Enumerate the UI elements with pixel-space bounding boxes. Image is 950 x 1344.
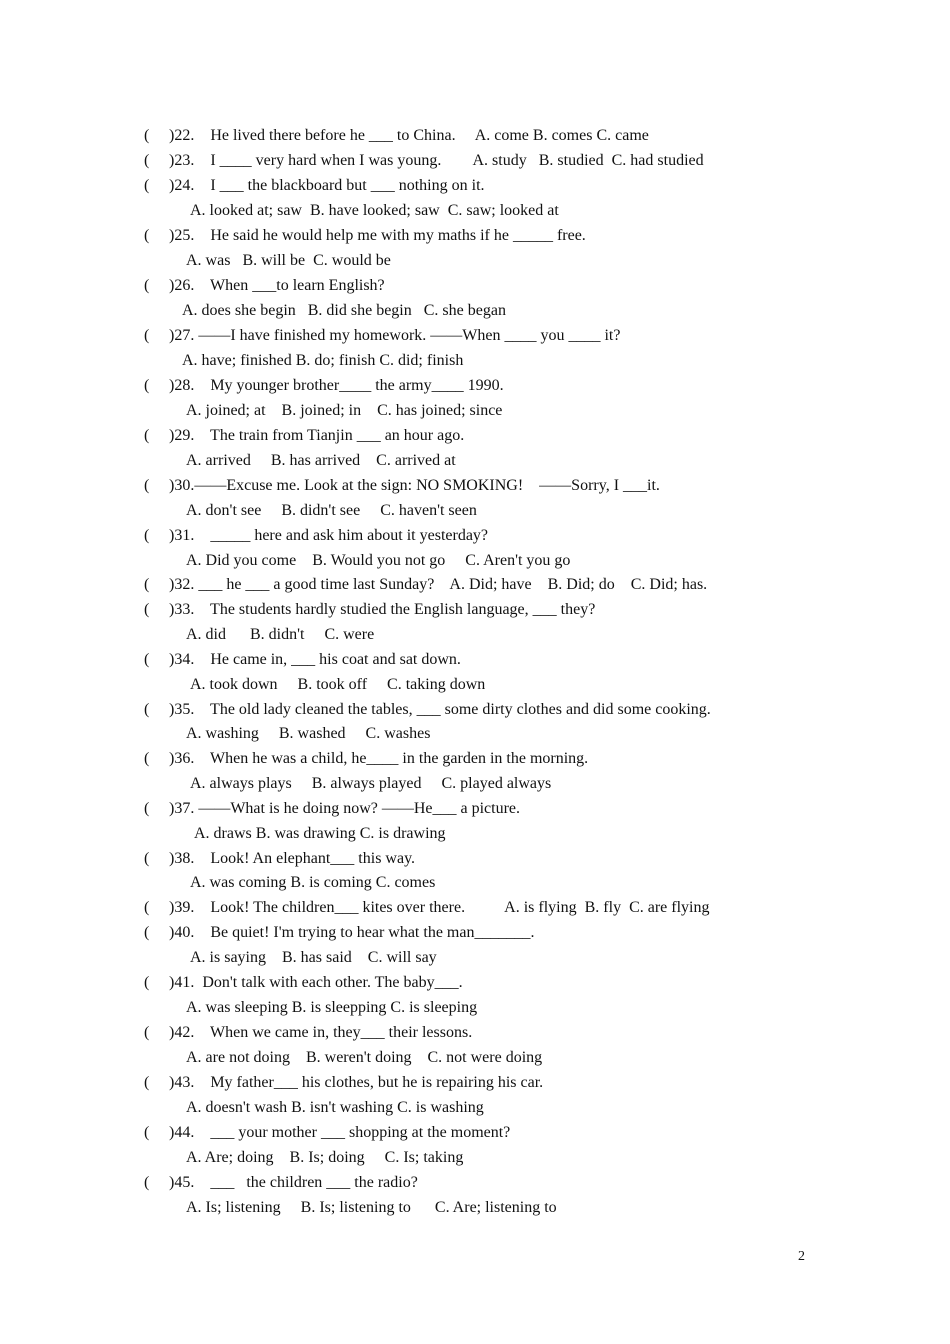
question-text: )30.——Excuse me. Look at the sign: NO SMOKING! ——Sorry, I ___it. [169, 477, 660, 494]
question-text: )32. ___ he ___ a good time last Sunday? A. Did; have B. Did; do C. Did; has. [169, 576, 708, 593]
question-text: )44. ___ your mother ___ shopping at the moment? [169, 1124, 511, 1141]
answer-blank-paren: ( [144, 601, 150, 618]
question-text: )36. When he was a child, he____ in the garden in the morning. [169, 750, 589, 767]
question-text: )42. When we came in, they___ their lessons. [169, 1024, 473, 1041]
answer-options: A. arrived B. has arrived C. arrived at [186, 452, 456, 469]
question-text: )23. I ____ very hard when I was young. A. study B. studied C. had studied [169, 152, 704, 169]
answer-options: A. does she begin B. did she begin C. she began [182, 302, 506, 319]
answer-options: A. was coming B. is coming C. comes [190, 874, 436, 891]
question-text: )26. When ___to learn English? [169, 277, 385, 294]
answer-blank-paren: ( [144, 924, 150, 941]
question-text: )29. The train from Tianjin ___ an hour ago. [169, 427, 465, 444]
answer-blank-paren: ( [144, 377, 150, 394]
answer-blank-paren: ( [144, 651, 150, 668]
answer-options: A. took down B. took off C. taking down [190, 676, 486, 693]
answer-blank-paren: ( [144, 1174, 150, 1191]
question-text: )38. Look! An elephant___ this way. [169, 850, 416, 867]
answer-blank-paren: ( [144, 974, 150, 991]
answer-blank-paren: ( [144, 750, 150, 767]
question-text: )40. Be quiet! I'm trying to hear what the man_______. [169, 924, 535, 941]
answer-options: A. Did you come B. Would you not go C. Aren't you go [186, 552, 571, 569]
question-text: )28. My younger brother____ the army____ 1990. [169, 377, 504, 394]
question-text: )37. ——What is he doing now? ——He___ a picture. [169, 800, 521, 817]
answer-blank-paren: ( [144, 527, 150, 544]
answer-options: A. draws B. was drawing C. is drawing [194, 825, 446, 842]
answer-options: A. have; finished B. do; finish C. did; finish [182, 352, 464, 369]
answer-options: A. looked at; saw B. have looked; saw C. saw; looked at [190, 202, 559, 219]
question-text: )43. My father___ his clothes, but he is repairing his car. [169, 1074, 544, 1091]
answer-options: A. always plays B. always played C. played always [190, 775, 552, 792]
answer-blank-paren: ( [144, 850, 150, 867]
question-text: )41. Don't talk with each other. The baby___. [169, 974, 463, 991]
question-text: )22. He lived there before he ___ to China. A. come B. comes C. came [169, 127, 649, 144]
answer-options: A. doesn't wash B. isn't washing C. is washing [186, 1099, 484, 1116]
answer-options: A. was B. will be C. would be [186, 252, 391, 269]
answer-options: A. don't see B. didn't see C. haven't seen [186, 502, 477, 519]
answer-blank-paren: ( [144, 800, 150, 817]
answer-blank-paren: ( [144, 152, 150, 169]
question-text: )34. He came in, ___ his coat and sat down. [169, 651, 461, 668]
answer-blank-paren: ( [144, 899, 150, 916]
answer-options: A. are not doing B. weren't doing C. not were doing [186, 1049, 543, 1066]
answer-blank-paren: ( [144, 1024, 150, 1041]
answer-options: A. joined; at B. joined; in C. has joined; since [186, 402, 503, 419]
answer-blank-paren: ( [144, 177, 150, 194]
answer-options: A. Are; doing B. Is; doing C. Is; taking [186, 1149, 464, 1166]
question-text: )27. ——I have finished my homework. ——When ____ you ____ it? [169, 327, 621, 344]
answer-blank-paren: ( [144, 1124, 150, 1141]
answer-blank-paren: ( [144, 327, 150, 344]
answer-blank-paren: ( [144, 701, 150, 718]
answer-blank-paren: ( [144, 227, 150, 244]
answer-blank-paren: ( [144, 277, 150, 294]
question-text: )31. _____ here and ask him about it yesterday? [169, 527, 489, 544]
answer-blank-paren: ( [144, 477, 150, 494]
question-text: )35. The old lady cleaned the tables, ___ some dirty clothes and did some cooking. [169, 701, 711, 718]
answer-blank-paren: ( [144, 127, 150, 144]
answer-options: A. washing B. washed C. washes [186, 725, 431, 742]
question-text: )45. ___ the children ___ the radio? [169, 1174, 418, 1191]
answer-options: A. is saying B. has said C. will say [190, 949, 437, 966]
question-text: )33. The students hardly studied the English language, ___ they? [169, 601, 596, 618]
answer-blank-paren: ( [144, 576, 150, 593]
answer-options: A. was sleeping B. is sleepping C. is sleeping [186, 999, 478, 1016]
answer-blank-paren: ( [144, 1074, 150, 1091]
answer-options: A. did B. didn't C. were [186, 626, 375, 643]
question-text: )24. I ___ the blackboard but ___ nothing on it. [169, 177, 485, 194]
answer-blank-paren: ( [144, 427, 150, 444]
answer-options: A. Is; listening B. Is; listening to C. Are; listening to [186, 1199, 557, 1216]
question-text: )25. He said he would help me with my maths if he _____ free. [169, 227, 586, 244]
question-text: )39. Look! The children___ kites over there. A. is flying B. fly C. are flying [169, 899, 710, 916]
page-number: 2 [798, 1249, 805, 1264]
